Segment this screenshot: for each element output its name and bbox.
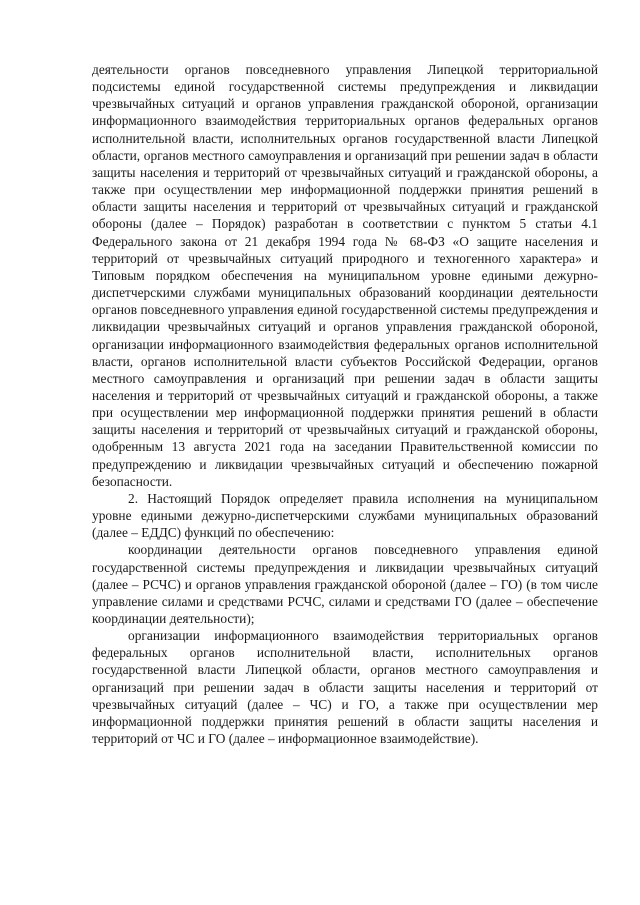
document-body xyxy=(92,61,598,747)
paragraph-item-2: 2. Настоящий Порядок определяет правила исполнения на муниципальном уровне едиными дежурно-диспетчерскими службами муниципальных образований (далее – ЕДДС) функций по обеспечению: xyxy=(92,490,598,541)
paragraph-information-interaction: организации информационного взаимодействия территориальных органов федеральных органов исполнительной власти, исполнительных органов государственной власти Липецкой области, органов местного самоуправления и организаций при решении задач в области защиты населения и территорий от чрезвычайных ситуаций (далее – ЧС) и ГО, а также при осуществлении мер информационной поддержки принятия решений в области защиты населения и территорий от ЧС и ГО (далее – информационное взаимодействие). xyxy=(92,628,598,747)
paragraph-continuation: деятельности органов повседневного управления Липецкой территориальной подсистемы единой государственной системы предупреждения и ликвидации чрезвычайных ситуаций и органов управления гражданской обороной, организации информационного взаимодействия территориальных органов федеральных органов исполнительной власти, исполнительных органов государственной власти Липецкой области, органов местного самоуправления и организаций при решении задач в области защиты населения и территорий от чрезвычайных ситуаций и гражданской обороны, а также при осуществлении мер информационной поддержки принятия решений в области защиты населения и территорий от чрезвычайных ситуаций и гражданской обороны (далее – Порядок) разработан в соответствии с пунктом 5 статьи 4.1 Федерального закона от 21 декабря 1994 года № 68-ФЗ «О защите населения и территорий от чрезвычайных ситуаций природного и техногенного характера» и Типовым порядком обеспечения на муниципальном уровне едиными дежурно-диспетчерскими службами муниципальных образований координации деятельности органов повседневного управления единой государственной системы предупреждения и ликвидации чрезвычайных ситуаций и органов управления гражданской обороной, организации информационного взаимодействия федеральных органов исполнительной власти, органов исполнительной власти субъектов Российской Федерации, органов местного самоуправления и организаций при решении задач в области защиты населения и территорий от чрезвычайных ситуаций и гражданской обороны, а также при осуществлении мер информационной поддержки принятия решений в области защиты населения и территорий от чрезвычайных ситуаций и гражданской обороны, одобренным 13 августа 2021 года на заседании Правительственной комиссии по предупреждению и ликвидации чрезвычайных ситуаций и обеспечению пожарной безопасности. xyxy=(92,62,598,489)
paragraph-coordination: координации деятельности органов повседневного управления единой государственной системы предупреждения и ликвидации чрезвычайных ситуаций (далее – РСЧС) и органов управления гражданской обороной (далее – ГО) (в том числе управление силами и средствами РСЧС, силами и средствами ГО (далее – обеспечение координации деятельности); xyxy=(92,542,598,626)
